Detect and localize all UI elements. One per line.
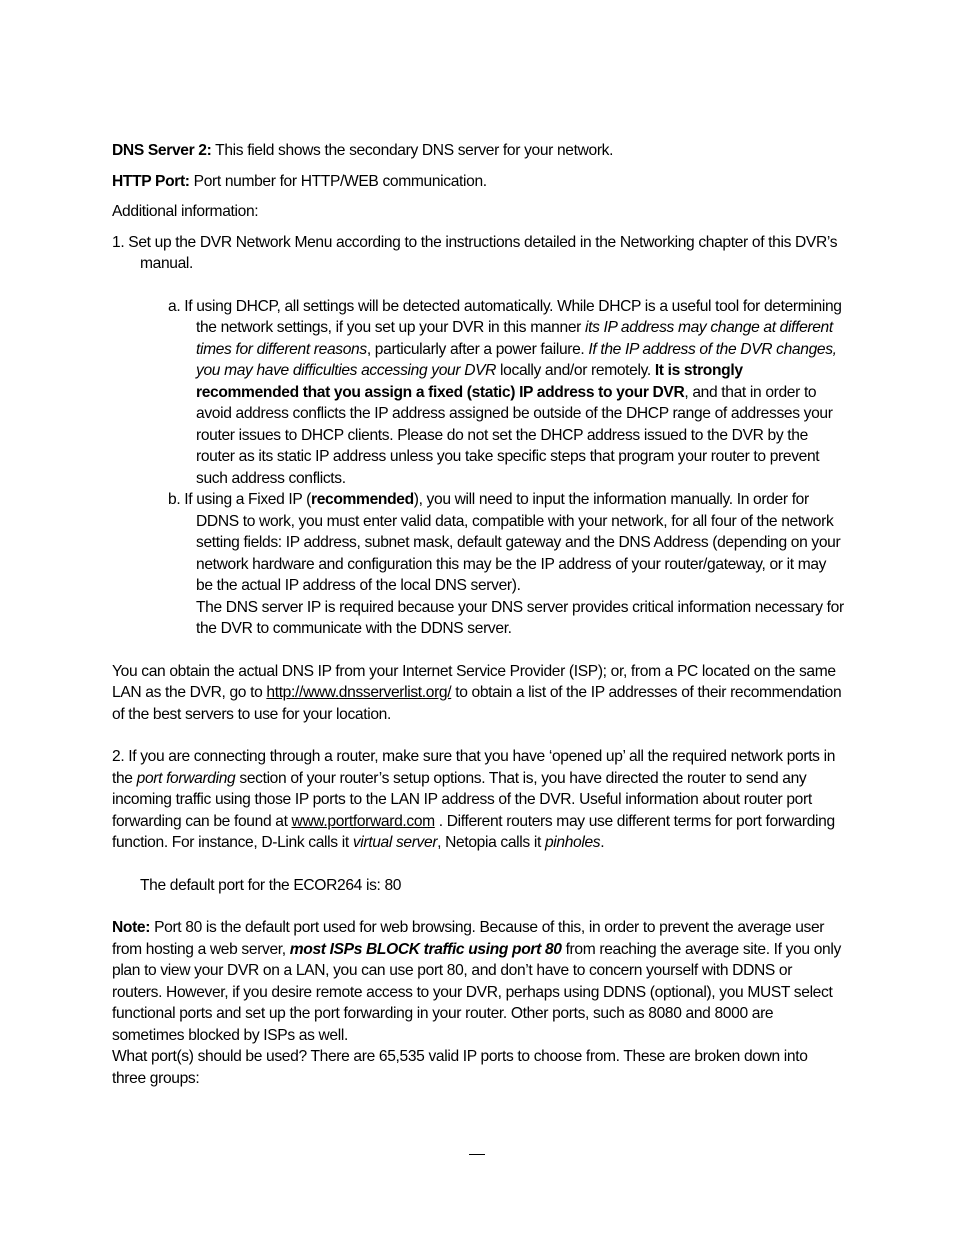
sub-item-b: b. If using a Fixed IP (recommended), you will need to input the information manually. In order for DDNS to work, you must enter valid data, compatible with your network, for all four of the network setting fields: IP address, subnet mask, default gateway and the DNS Address (depending on your network hardware and configuration this may be the IP address of your router/gateway, or it may be the actual IP address of the local DNS server). — [168, 491, 841, 594]
dns-server-2-label: DNS Server 2: — [112, 142, 212, 159]
default-port-line: The default port for the ECOR264 is: 80 — [140, 876, 402, 894]
list-item-2: 2. If you are connecting through a router, make sure that you have ‘opened up’ all the required network ports in the port forwarding section of your router’s setup options. That is, you have directed the router to send any incoming traffic using those IP ports to the LAN IP address of the DVR. Useful information about router port forwarding can be found at www.portforward.com . Different routers may use different terms for port forwarding function. For instance, D-Link calls it virtual server, Netopia calls it pinholes. — [112, 748, 836, 851]
dns-server-2-paragraph: DNS Server 2: This field shows the secondary DNS server for your network. — [112, 142, 614, 159]
portforward-link[interactable]: www.portforward.com — [291, 812, 435, 830]
list-item-1: 1. Set up the DVR Network Menu according to the instructions detailed in the Networking chapter of this DVR’s manual. — [112, 233, 838, 272]
note-paragraph: Note: Port 80 is the default port used for web browsing. Because of this, in order to prevent the average user from hosting a web server, most ISPs BLOCK traffic using port 80 from reaching the average site. If you only plan to view your DVR on a LAN, you can use port 80, and don’t have to concern yourself with DDNS or routers. However, if you desire remote access to your DVR, perhaps using DDNS (optional), you MUST select functional ports and set up the port forwarding in your router. Other ports, such as 8080 and 8000 are sometimes blocked by ISPs as well. — [112, 919, 841, 1044]
dnsserverlist-link[interactable]: http://www.dnsserverlist.org/ — [266, 684, 452, 701]
note-label: Note: — [112, 919, 151, 936]
dns-ip-paragraph: You can obtain the actual DNS IP from your Internet Service Provider (ISP); or, from a PC located on the same LAN as the DVR, go to http://www.dnsserverlist.org/ to obtain a list of the IP addresses of their recommendation of the best servers to use for your location. — [112, 662, 842, 723]
sub-item-a: a. If using DHCP, all settings will be detected automatically. While DHCP is a useful tool for determining the network settings, if you set up your DVR in this manner its IP address may change at different times for different reasons, particularly after a power failure. If the IP address of the DVR changes, you may have difficulties accessing your DVR locally and/or remotely. It is strongly recommended that you assign a fixed (static) IP address to your DVR, and that in order to avoid address conflicts the IP address assigned be outside of the DHCP range of addresses your router issues to DHCP clients. Please do not set the DHCP address issued to the DVR by the router as its static IP address unless you take specific steps that program your router to prevent such address conflicts. — [168, 297, 842, 487]
ports-question-paragraph: What port(s) should be used? There are 65,535 valid IP ports to choose from. These are broken down into three groups: — [112, 1048, 808, 1087]
http-port-paragraph: HTTP Port: Port number for HTTP/WEB communication. — [112, 172, 487, 190]
sub-item-b-dns-note: The DNS server IP is required because your DNS server provides critical information necessary for the DVR to communicate with the DDNS server. — [196, 598, 844, 637]
http-port-label: HTTP Port: — [112, 172, 190, 190]
document-body — [112, 140, 844, 1089]
page-number-rule — [469, 1154, 485, 1155]
additional-info-heading: Additional information: — [112, 203, 259, 220]
